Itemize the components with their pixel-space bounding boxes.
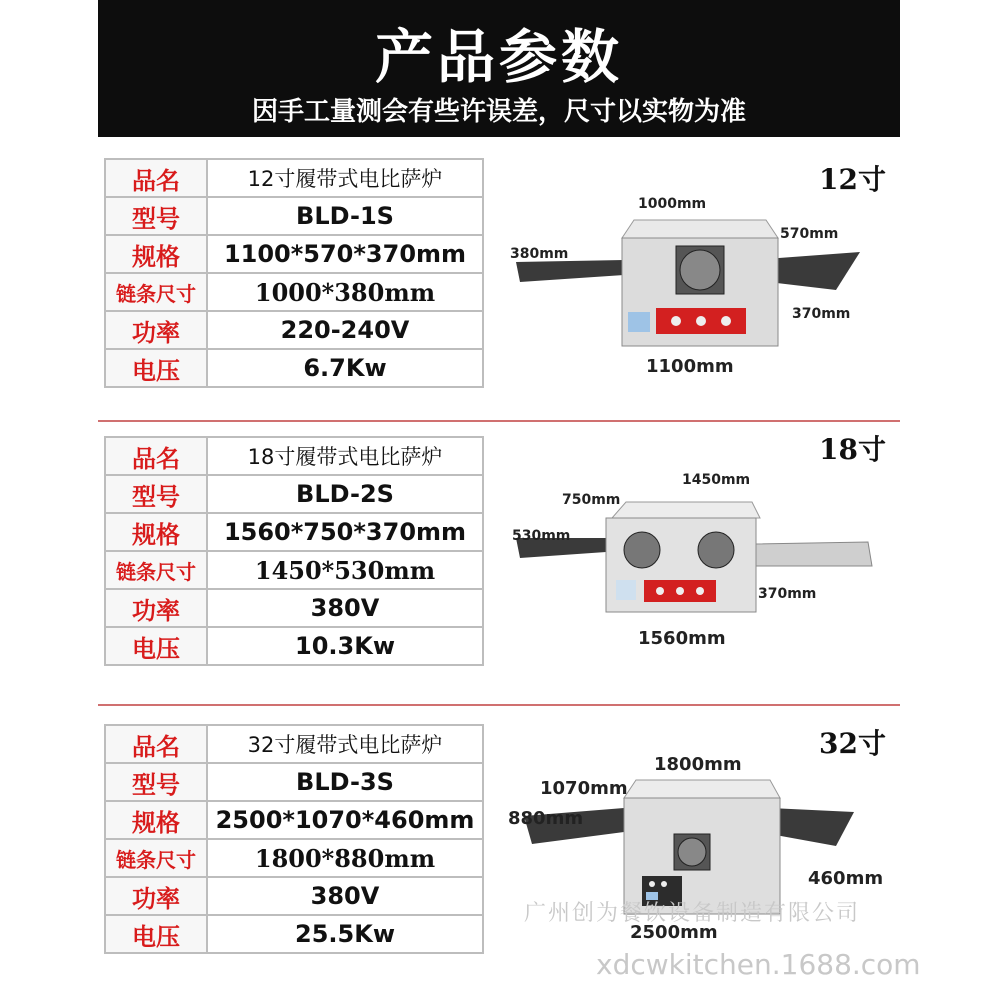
page-subtitle: 因手工量测会有些许误差，尺寸以实物为准 (251, 97, 746, 127)
spec-key: 电压 (105, 349, 207, 387)
table-row (105, 763, 483, 801)
dim-chain: 530mm (512, 528, 571, 544)
knob-icon (656, 587, 664, 595)
table-row (105, 197, 483, 235)
spec-value: 1100*570*370mm (207, 235, 483, 273)
knob-icon (676, 587, 684, 595)
spec-table (104, 724, 484, 954)
table-row (105, 273, 483, 311)
spec-value: 32寸履带式电比萨炉 (207, 725, 483, 763)
oven-top (622, 220, 778, 238)
fan-icon (678, 838, 706, 866)
spec-key: 功率 (105, 311, 207, 349)
watermark-site: xdcwkitchen.1688.com (596, 948, 921, 981)
knob-icon (649, 881, 655, 887)
size-tag: 32寸 (819, 727, 886, 760)
size-tag: 12寸 (819, 163, 886, 196)
spec-value: 25.5Kw (207, 915, 483, 953)
dim-top: 1800mm (654, 754, 742, 775)
dim-total: 1100mm (646, 356, 734, 377)
knob-icon (661, 881, 667, 887)
conveyor-left (516, 260, 624, 282)
table-row (105, 915, 483, 953)
spec-key: 型号 (105, 197, 207, 235)
spec-value: 1800*880mm (207, 839, 483, 877)
dim-depth: 1070mm (540, 778, 628, 799)
spec-key: 规格 (105, 235, 207, 273)
spec-key: 规格 (105, 801, 207, 839)
spec-value: 380V (207, 877, 483, 915)
table-row (105, 311, 483, 349)
dim-total: 1560mm (638, 628, 726, 649)
product-section-18 (98, 428, 900, 696)
divider (98, 704, 900, 706)
display-icon (616, 580, 636, 600)
table-row (105, 159, 483, 197)
spec-key: 电压 (105, 627, 207, 665)
knob-icon (721, 316, 731, 326)
spec-value: BLD-3S (207, 763, 483, 801)
table-row (105, 437, 483, 475)
table-row (105, 349, 483, 387)
table-row (105, 235, 483, 273)
spec-value: 1560*750*370mm (207, 513, 483, 551)
knob-icon (696, 587, 704, 595)
display-icon (628, 312, 650, 332)
dim-total: 2500mm (630, 922, 718, 943)
page-title: 产品参数 (374, 23, 623, 91)
watermark-company: 广州创为餐饮设备制造有限公司 (524, 901, 861, 926)
table-row (105, 475, 483, 513)
spec-key: 品名 (105, 159, 207, 197)
spec-value: 380V (207, 589, 483, 627)
spec-key: 链条尺寸 (105, 839, 207, 877)
fan-icon (680, 250, 720, 290)
spec-value: 220-240V (207, 311, 483, 349)
dim-top: 1000mm (638, 196, 707, 212)
spec-value: 2500*1070*460mm (207, 801, 483, 839)
spec-value: 10.3Kw (207, 627, 483, 665)
spec-value: 18寸履带式电比萨炉 (207, 437, 483, 475)
spec-key: 型号 (105, 475, 207, 513)
oven-top (612, 502, 760, 518)
spec-key: 品名 (105, 437, 207, 475)
spec-value: BLD-1S (207, 197, 483, 235)
spec-key: 功率 (105, 877, 207, 915)
table-row (105, 877, 483, 915)
spec-value: 12寸履带式电比萨炉 (207, 159, 483, 197)
dim-height: 370mm (792, 306, 851, 322)
dim-chain: 880mm (508, 808, 584, 829)
spec-value: 6.7Kw (207, 349, 483, 387)
spec-value: BLD-2S (207, 475, 483, 513)
product-section-32 (98, 716, 921, 1000)
divider (98, 420, 900, 422)
header-banner (98, 0, 900, 137)
knob-icon (671, 316, 681, 326)
spec-key: 型号 (105, 763, 207, 801)
oven-illustration (516, 488, 876, 638)
table-row (105, 801, 483, 839)
table-row (105, 627, 483, 665)
spec-key: 链条尺寸 (105, 551, 207, 589)
fan-icon (624, 532, 660, 568)
dim-height: 460mm (808, 868, 884, 889)
spec-value: 1450*530mm (207, 551, 483, 589)
table-row (105, 839, 483, 877)
spec-key: 链条尺寸 (105, 273, 207, 311)
spec-key: 功率 (105, 589, 207, 627)
table-row (105, 725, 483, 763)
conveyor-right (754, 542, 872, 566)
spec-table (104, 436, 484, 666)
spec-key: 电压 (105, 915, 207, 953)
conveyor-right (770, 808, 854, 846)
table-row (105, 513, 483, 551)
fan-icon (698, 532, 734, 568)
product-section-12 (98, 150, 900, 412)
size-tag: 18寸 (819, 433, 886, 466)
dim-depth: 570mm (780, 226, 839, 242)
dim-height: 370mm (758, 586, 817, 602)
table-row (105, 551, 483, 589)
dim-depth: 750mm (562, 492, 621, 508)
spec-value: 1000*380mm (207, 273, 483, 311)
table-row (105, 589, 483, 627)
spec-key: 品名 (105, 725, 207, 763)
spec-key: 规格 (105, 513, 207, 551)
dim-top: 1450mm (682, 472, 751, 488)
dim-chain: 380mm (510, 246, 569, 262)
knob-icon (696, 316, 706, 326)
spec-table (104, 158, 484, 388)
oven-top (624, 780, 780, 798)
